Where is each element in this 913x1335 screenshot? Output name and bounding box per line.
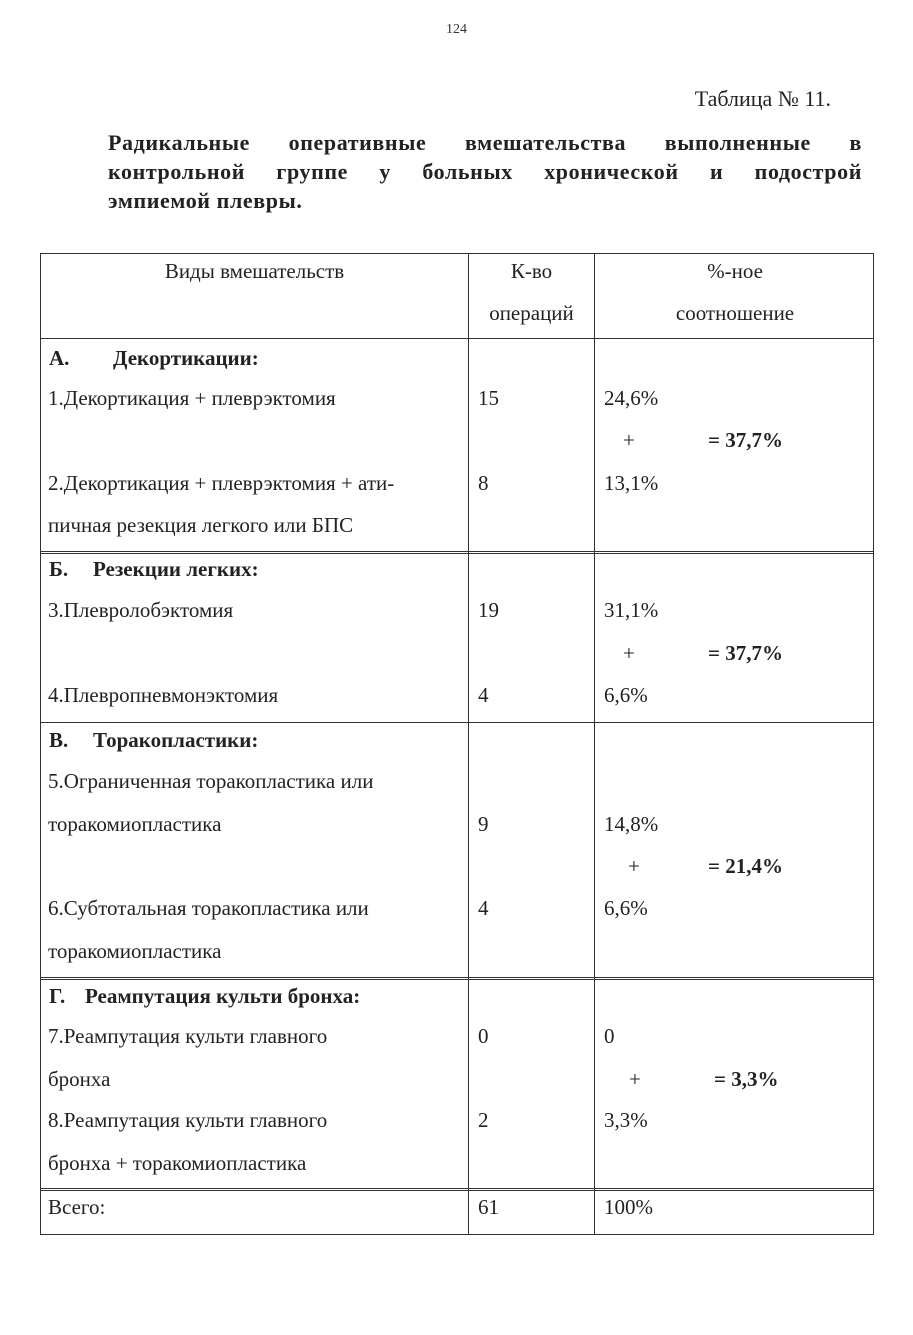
caption-line-1: Радикальные оперативные вмешательства выполненные в bbox=[108, 130, 862, 155]
row-name-cont: пичная резекция легкого или БПС bbox=[48, 513, 354, 537]
group-total: = 37,7% bbox=[708, 428, 783, 452]
row-name: 2.Декортикация + плеврэктомия + ати- bbox=[48, 471, 395, 495]
row-percent: 24,6% bbox=[604, 386, 659, 410]
row-count: 2 bbox=[478, 1108, 489, 1132]
page-number: 124 bbox=[446, 22, 467, 37]
header-col-types: Виды вмешательств bbox=[164, 259, 345, 283]
row-name: 6.Субтотальная торакопластика или bbox=[48, 896, 369, 920]
row-percent: 31,1% bbox=[604, 598, 659, 622]
row-percent: 13,1% bbox=[604, 471, 659, 495]
row-name: 7.Реампутация культи главного bbox=[48, 1024, 328, 1048]
row-count: 0 bbox=[478, 1024, 489, 1048]
header-col-count-line2: операций bbox=[489, 301, 574, 325]
group-title: Торакопластики: bbox=[93, 728, 259, 752]
row-count: 4 bbox=[478, 683, 489, 707]
plus-sign: + bbox=[629, 1067, 641, 1091]
row-percent: 14,8% bbox=[604, 812, 659, 836]
group-divider bbox=[41, 722, 873, 723]
row-name-cont: торакомиопластика bbox=[48, 812, 222, 836]
caption-line-3: эмпиемой плевры. bbox=[108, 188, 303, 213]
group-title: Резекции легких: bbox=[93, 557, 259, 581]
header-divider bbox=[41, 338, 873, 339]
row-percent: 3,3% bbox=[604, 1108, 648, 1132]
group-total: = 21,4% bbox=[708, 854, 783, 878]
row-percent: 6,6% bbox=[604, 683, 648, 707]
group-letter: Г. bbox=[49, 984, 66, 1008]
total-percent: 100% bbox=[604, 1195, 653, 1219]
group-divider bbox=[41, 551, 873, 554]
table-caption bbox=[108, 128, 862, 215]
plus-sign: + bbox=[623, 641, 635, 665]
total-count: 61 bbox=[478, 1195, 499, 1219]
column-divider bbox=[468, 254, 469, 1234]
group-title: Декортикации: bbox=[113, 346, 259, 370]
row-count: 8 bbox=[478, 471, 489, 495]
row-percent: 6,6% bbox=[604, 896, 648, 920]
group-total: = 37,7% bbox=[708, 641, 783, 665]
row-count: 15 bbox=[478, 386, 499, 410]
group-letter: Б. bbox=[49, 557, 69, 581]
plus-sign: + bbox=[628, 854, 640, 878]
table-label: Таблица № 11. bbox=[694, 86, 831, 111]
group-title: Реампутация культи бронха: bbox=[85, 984, 361, 1008]
header-col-count-line1: К-во bbox=[510, 259, 553, 283]
header-col-percent-line2: соотношение bbox=[675, 301, 795, 325]
operations-table bbox=[40, 253, 874, 1235]
row-count: 19 bbox=[478, 598, 499, 622]
header-col-percent-line1: %-ное bbox=[707, 259, 763, 283]
caption-line-2: контрольной группе у больных хронической и подострой bbox=[108, 159, 862, 184]
plus-sign: + bbox=[623, 428, 635, 452]
total-label: Всего: bbox=[48, 1195, 106, 1219]
row-count: 4 bbox=[478, 896, 489, 920]
row-name: 4.Плевропневмонэктомия bbox=[48, 683, 279, 707]
row-count: 9 bbox=[478, 812, 489, 836]
row-name: 3.Плевролобэктомия bbox=[48, 598, 234, 622]
row-name-cont: торакомиопластика bbox=[48, 939, 222, 963]
row-name-cont: бронха + торакомиопластика bbox=[48, 1151, 307, 1175]
footer-divider bbox=[41, 1188, 873, 1191]
row-name: 1.Декортикация + плеврэктомия bbox=[48, 386, 336, 410]
group-divider bbox=[41, 977, 873, 980]
group-total: = 3,3% bbox=[714, 1067, 779, 1091]
column-divider bbox=[594, 254, 595, 1234]
row-name-cont: бронха bbox=[48, 1067, 111, 1091]
group-letter: В. bbox=[49, 728, 69, 752]
row-name: 8.Реампутация культи главного bbox=[48, 1108, 328, 1132]
row-name: 5.Ограниченная торакопластика или bbox=[48, 769, 374, 793]
row-percent: 0 bbox=[604, 1024, 615, 1048]
group-letter: А. bbox=[49, 346, 70, 370]
